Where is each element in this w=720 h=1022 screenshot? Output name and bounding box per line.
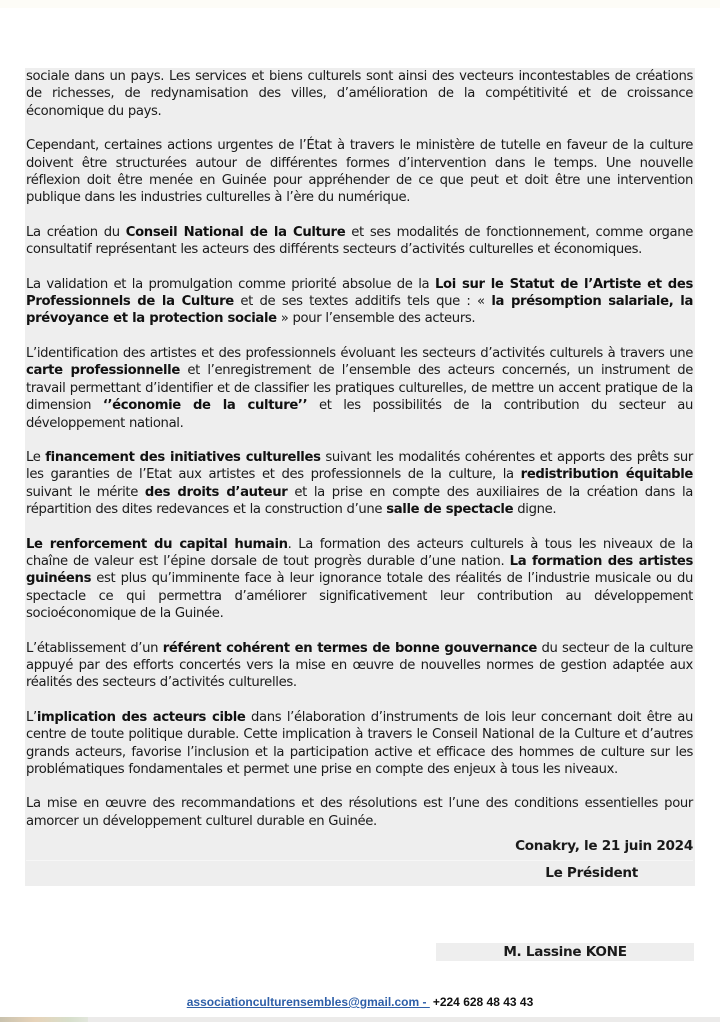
text-segment: L’	[26, 709, 37, 725]
bold-text-segment: Loi sur le Statut de l’Artiste et des Professionnels de la Culture	[26, 276, 693, 310]
signature-name: M. Lassine KONE	[436, 943, 694, 961]
text-segment: L’identification des artistes et des professionnels évoluant les secteurs d’activités culturels à travers une	[26, 345, 693, 361]
footer-contact	[0, 994, 720, 1010]
paragraph	[26, 68, 693, 137]
paragraph	[26, 137, 693, 224]
scan-edge-tint	[0, 1017, 88, 1022]
text-segment: du secteur de la culture appuyé par des efforts concertés vers la mise en œuvre de nouvelles normes de gestion adaptée aux réalités des secteurs d’activités culturelles.	[26, 640, 693, 691]
paragraph	[26, 709, 693, 796]
bold-text-segment: des droits d’auteur	[144, 484, 288, 500]
paragraph	[26, 345, 693, 449]
text-segment: dans l’élaboration d’instruments de lois leur concernant doit être au centre de toute politique durable. Cette implication à travers le Conseil National de la Culture et d’autres grands acteurs, favorise l’inclusion et la participation active et efficace des hommes de culture sur les problématiques fondamentales et permet une prise en compte des enjeux à tous les niveaux.	[26, 709, 693, 777]
bold-text-segment: la présomption salariale, la prévoyance et la protection sociale	[26, 294, 694, 327]
paragraph	[26, 536, 693, 640]
text-segment: La création du	[26, 224, 126, 240]
bold-text-segment: redistribution équitable	[520, 467, 693, 483]
email-link[interactable]: associationculturensembles@gmail.com -	[186, 995, 430, 1009]
text-segment: Cependant, certaines actions urgentes de l’État à travers le ministère de tutelle en faveur de la culture doivent être structurées autour de différentes formes d’intervention dans le temps. Une nouvelle réflexion doit être menée en Guinée pour appréhender de ce que peut et doit être une intervention publique dans les industries culturelles à l’ère du numérique.	[26, 138, 693, 206]
text-segment: suivant les modalités cohérentes et apports des prêts sur les garanties de l’Etat aux artistes et des professionnels de la culture, la	[26, 449, 693, 483]
text-segment: Le	[26, 449, 46, 465]
bold-text-segment: carte professionnelle	[26, 363, 180, 379]
document-body	[25, 68, 695, 886]
paragraph	[26, 795, 693, 834]
paragraph	[26, 640, 693, 709]
paragraph	[26, 449, 693, 536]
text-segment: est plus qu’imminente face à leur ignorance totale des réalités de l’industrie musicale ou du spectacle ce qui permettra d’améliorer significativement leur contribution au développement socioéconomique de la Guinée.	[26, 571, 693, 622]
text-segment: et les possibilités de la contribution du secteur au développement national.	[26, 398, 693, 431]
text-segment: » pour l’ensemble des acteurs.	[276, 311, 476, 327]
bold-text-segment: La formation des artistes guinéens	[26, 553, 693, 587]
paragraph	[26, 276, 693, 345]
bold-text-segment: ‘’économie de la culture’’	[102, 398, 308, 414]
bold-text-segment: référent cohérent en termes de bonne gouvernance	[162, 640, 537, 656]
text-segment: et ses modalités de fonctionnement, comme organe consultatif représentant les acteurs des différents secteurs d’activités culturelles et économiques.	[26, 224, 693, 258]
text-segment: et de ses textes additifs tels que : «	[233, 294, 492, 310]
text-segment: sociale dans un pays. Les services et biens culturels sont ainsi des vecteurs incontestables de créations de richesses, de redynamisation des villes, d’amélioration de la compétitivité et de croissance économique du pays.	[26, 69, 693, 119]
scan-bottom-strip	[0, 1017, 720, 1022]
bold-text-segment: financement des initiatives culturelles	[45, 449, 321, 465]
text-segment: L’établissement d’un	[26, 640, 163, 656]
paragraph	[26, 224, 693, 276]
bold-text-segment: Le renforcement du capital humain	[26, 536, 288, 552]
signature-title: Le Président	[545, 865, 638, 882]
bold-text-segment: Conseil National de la Culture	[125, 224, 346, 240]
paragraph-list	[26, 68, 693, 834]
text-segment: suivant le mérite	[26, 484, 145, 500]
document-page	[25, 68, 695, 886]
text-segment: digne.	[513, 502, 557, 518]
text-segment: La validation et la promulgation comme priorité absolue de la	[26, 276, 435, 292]
text-segment: et l’enregistrement de l’ensemble des acteurs concernés, un instrument de travail permettant d’identifier et de classifier les pratiques culturelles, de mettre un accent pratique de la dimension	[26, 363, 693, 414]
text-segment: . La formation des acteurs culturels à tous les niveaux de la chaîne de valeur est l’épine dorsale de tout progrès durable d’une nation.	[26, 536, 694, 569]
bold-text-segment: salle de spectacle	[386, 502, 514, 518]
signature-place-date: Conakry, le 21 juin 2024	[26, 834, 693, 861]
bold-text-segment: implication des acteurs cible	[36, 709, 246, 725]
text-segment: La mise en œuvre des recommandations et des résolutions est l’une des conditions essentielles pour amorcer un développement culturel durable en Guinée.	[26, 796, 693, 829]
text-segment: et la prise en compte des auxiliaires de la création dans la répartition des dites redevances et la construction d’une	[26, 484, 693, 518]
scan-top-band	[0, 0, 720, 8]
phone-number: +224 628 48 43 43	[432, 995, 534, 1009]
